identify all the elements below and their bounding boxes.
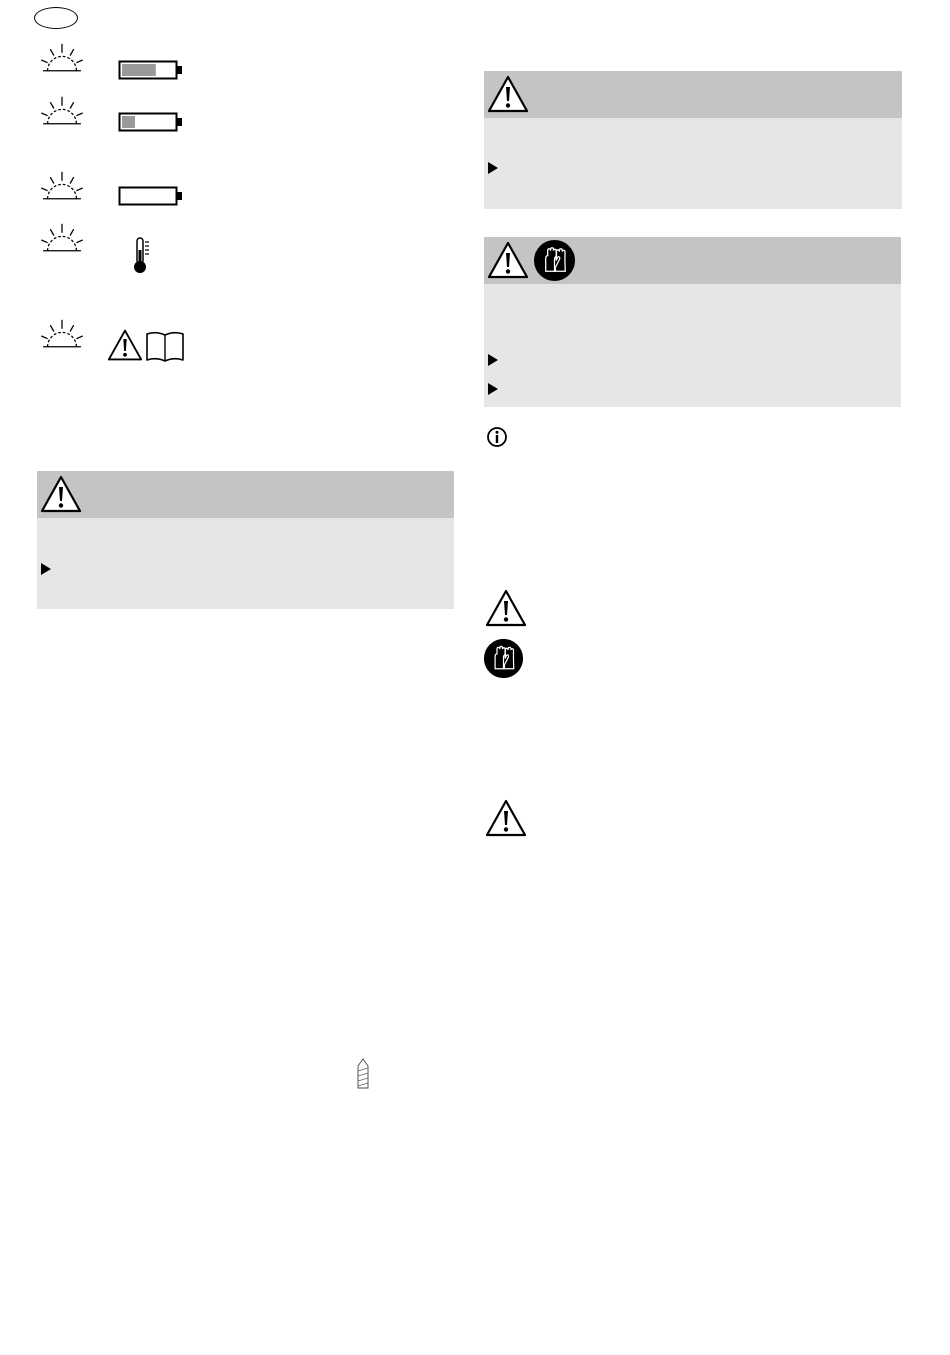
warning-triangle-icon bbox=[486, 240, 530, 280]
warning-box-header bbox=[37, 471, 454, 518]
info-circle-icon bbox=[486, 426, 508, 448]
warning-triangle-icon bbox=[486, 74, 530, 114]
led-flashing-icon bbox=[38, 222, 86, 258]
warning-box-header bbox=[484, 237, 901, 284]
warning-box-2 bbox=[484, 237, 901, 407]
led-flashing-icon bbox=[38, 318, 86, 354]
thermometer-icon bbox=[128, 236, 154, 276]
warning-triangle-icon bbox=[484, 798, 528, 838]
bullet-arrow-icon bbox=[488, 162, 498, 174]
drill-bit-icon bbox=[356, 1057, 370, 1091]
warning-triangle-icon bbox=[39, 474, 83, 514]
led-flashing-icon bbox=[38, 170, 86, 206]
language-badge-icon bbox=[34, 7, 78, 29]
battery-empty-icon bbox=[118, 186, 184, 208]
warning-box-header bbox=[484, 71, 902, 118]
warning-read-manual-icon bbox=[106, 326, 186, 364]
bullet-arrow-icon bbox=[41, 563, 51, 575]
bullet-arrow-icon bbox=[488, 354, 498, 366]
battery-low-icon bbox=[118, 112, 184, 134]
led-flashing-icon bbox=[38, 95, 86, 131]
wear-gloves-icon bbox=[533, 239, 576, 282]
warning-box bbox=[37, 471, 454, 609]
warning-triangle-icon bbox=[484, 588, 528, 628]
led-flashing-icon bbox=[38, 42, 86, 78]
wear-gloves-icon bbox=[483, 638, 524, 679]
warning-box-1 bbox=[484, 71, 902, 209]
bullet-arrow-icon bbox=[488, 383, 498, 395]
battery-partial-icon bbox=[118, 60, 184, 82]
